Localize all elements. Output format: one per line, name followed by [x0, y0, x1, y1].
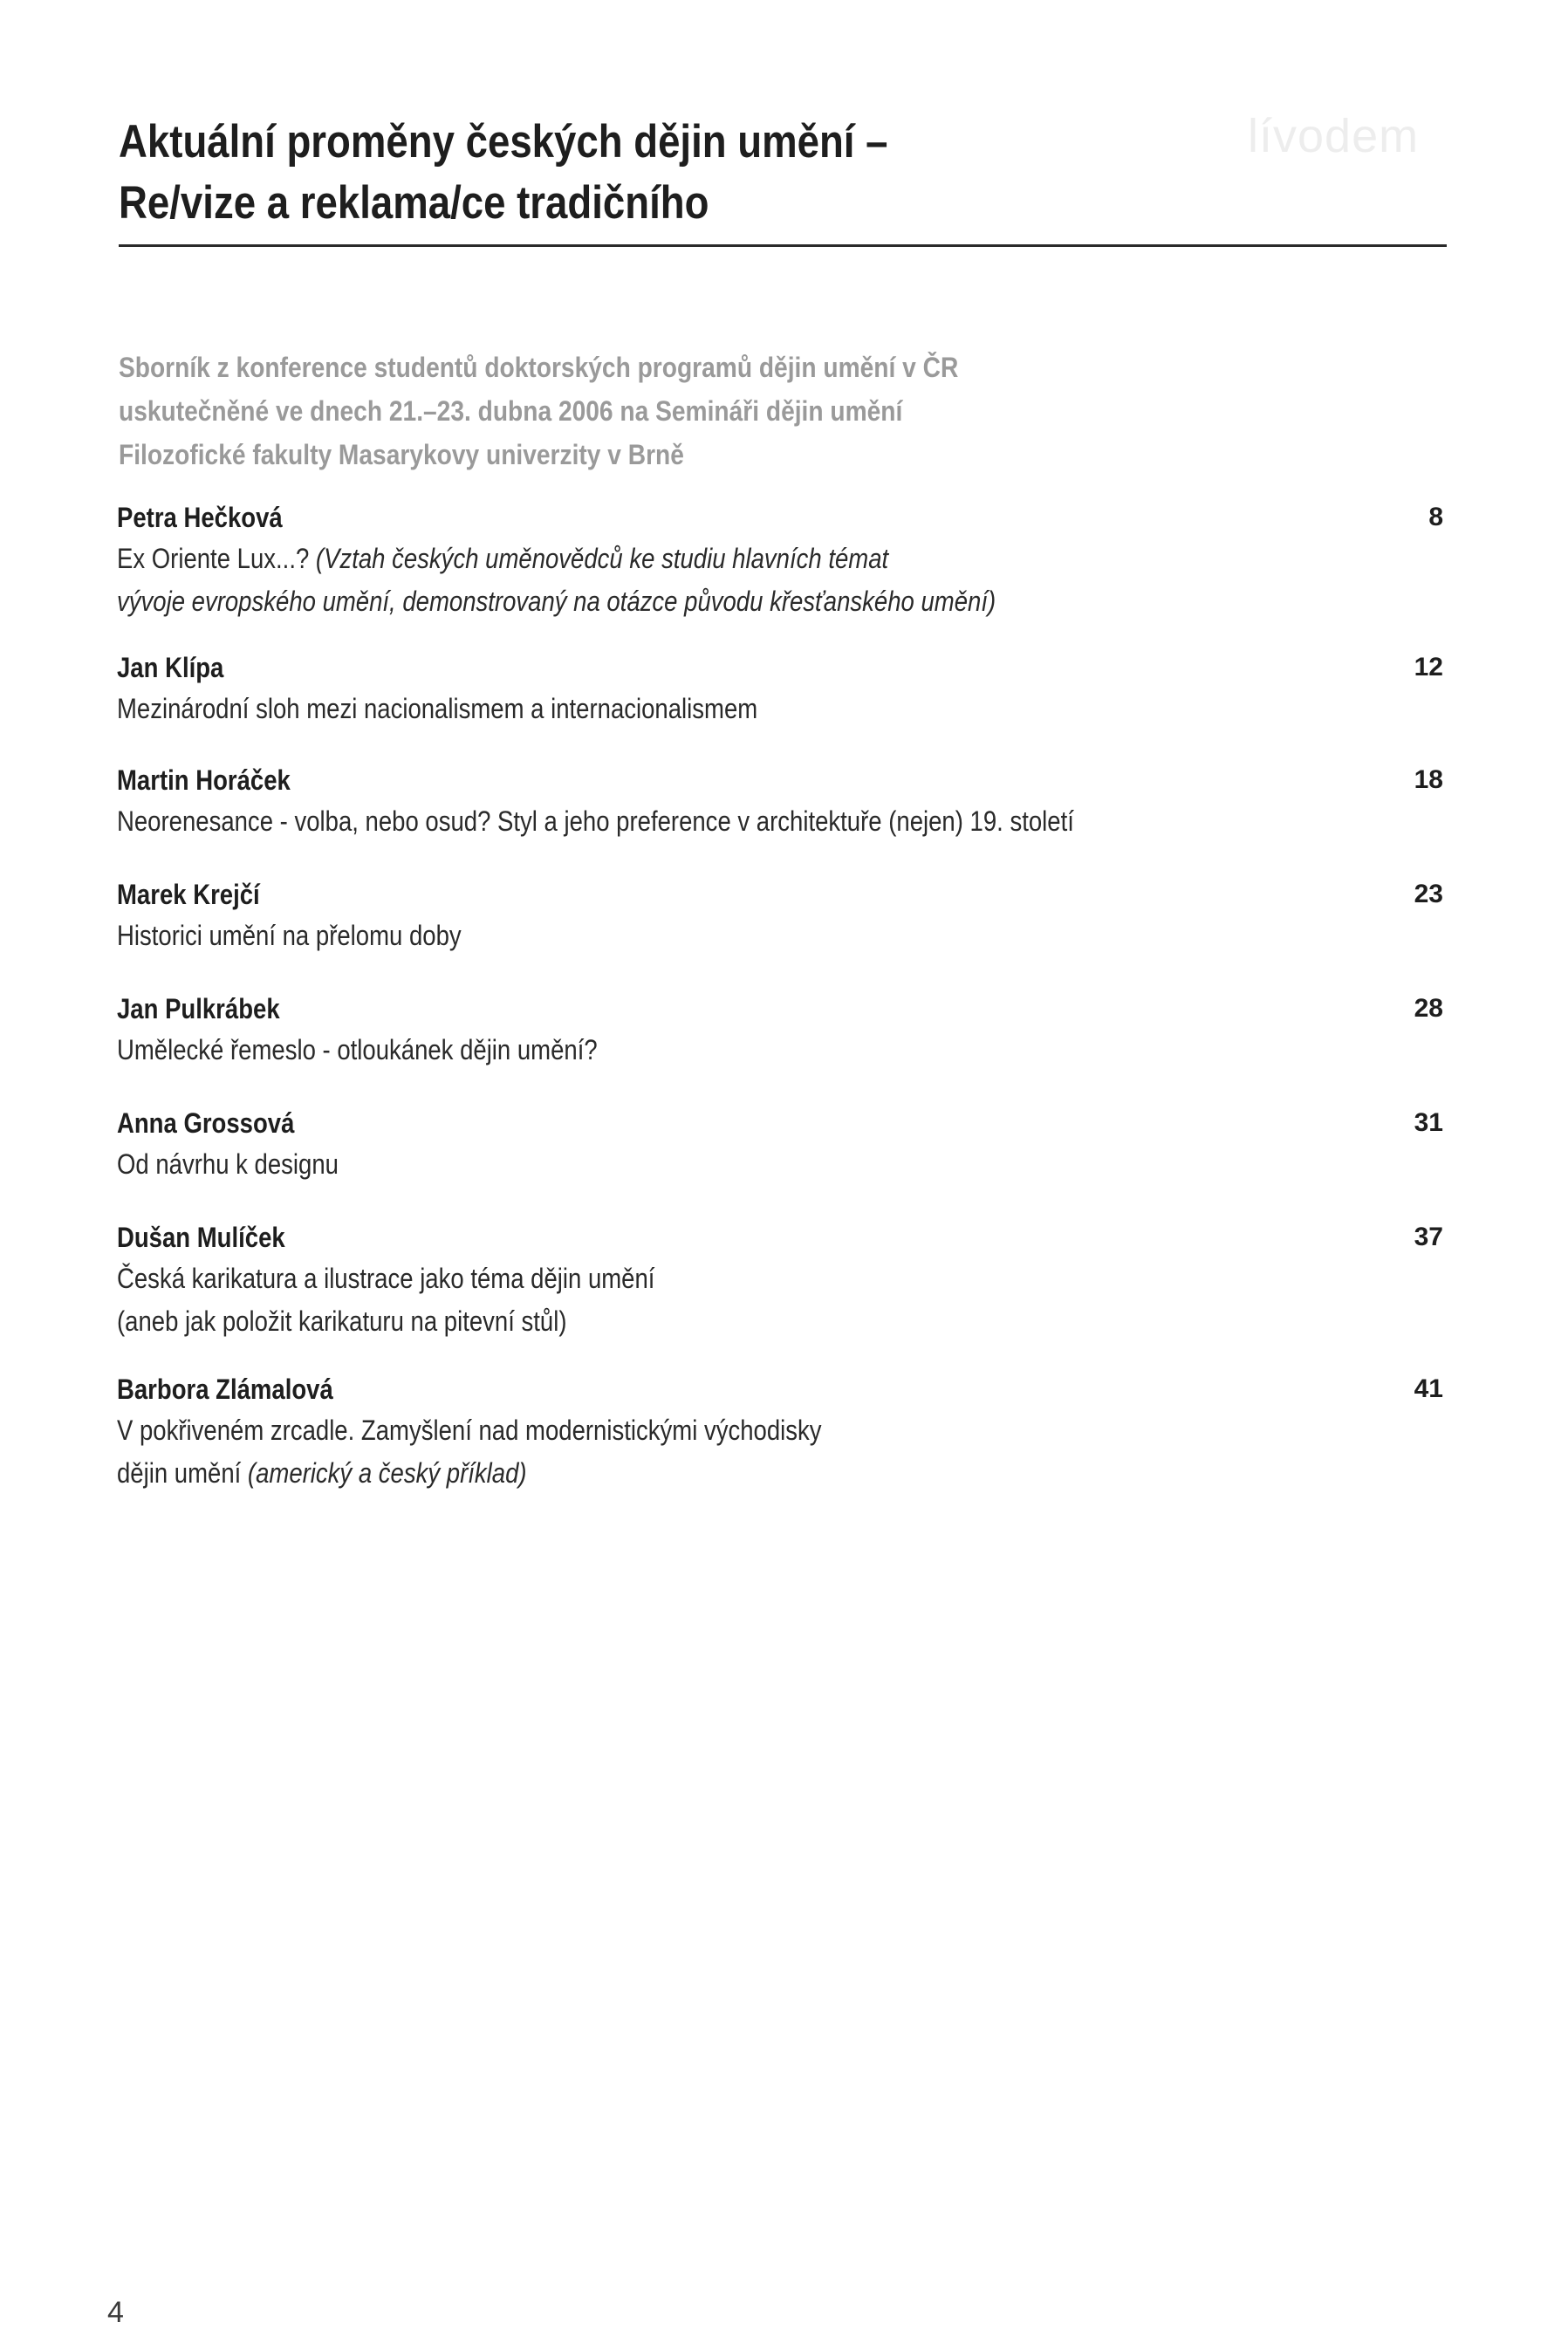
toc-entry[interactable] — [117, 1369, 1443, 1495]
toc-author: Jan Klípa — [117, 652, 224, 683]
toc-work-title: Od návrhu k designu — [117, 1148, 339, 1180]
toc-author: Marek Krejčí — [117, 879, 260, 910]
toc-author: Dušan Mulíček — [117, 1222, 285, 1253]
toc-page-number: 23 — [1414, 880, 1443, 908]
toc-author: Anna Grossová — [117, 1107, 295, 1139]
toc-entry[interactable] — [117, 647, 1443, 730]
toc-page-number: 12 — [1414, 653, 1443, 682]
toc-work-title: Historici umění na přelomu doby — [117, 920, 462, 951]
toc-author: Jan Pulkrábek — [117, 993, 280, 1024]
toc-page-number: 41 — [1414, 1374, 1443, 1403]
toc-author: Petra Hečková — [117, 502, 283, 533]
toc-work-title: Umělecké řemeslo - otloukánek dějin umění? — [117, 1034, 598, 1065]
toc-work-title-plain: dějin umění — [117, 1457, 248, 1489]
title-line-1: Aktuální proměny českých dějin umění – — [119, 116, 888, 168]
toc-author: Barbora Zlámalová — [117, 1374, 333, 1405]
toc-work-title-italic: (Vztah českých uměnovědců ke studiu hlavních témat — [315, 543, 889, 574]
subtitle-line-3: Filozofické fakulty Masarykovy univerzity v Brně — [119, 439, 684, 470]
toc-page-number: 37 — [1414, 1223, 1443, 1251]
subtitle-line-1: Sborník z konference studentů doktorských programů dějin umění v ČR — [119, 352, 959, 383]
toc-entry[interactable] — [117, 874, 1443, 957]
ghost-heading-text: lívodem — [1248, 110, 1420, 162]
page-number-folio: 4 — [107, 2296, 124, 2329]
toc-work-title — [117, 538, 1257, 580]
table-of-contents — [117, 497, 1443, 1495]
toc-work-title: Česká karikatura a ilustrace jako téma dějin umění — [117, 1263, 655, 1294]
subtitle-block — [119, 346, 1340, 476]
title-rule — [119, 244, 1447, 247]
toc-page-number: 8 — [1428, 503, 1443, 531]
toc-work-title: Mezinárodní sloh mezi nacionalismem a internacionalismem — [117, 693, 758, 724]
toc-page-number: 18 — [1414, 765, 1443, 794]
title-line-2: Re/vize a reklama/ce tradičního — [119, 177, 709, 229]
toc-author: Martin Horáček — [117, 764, 291, 796]
toc-page-number: 28 — [1414, 994, 1443, 1023]
toc-work-title-italic: (americký a český příklad) — [247, 1457, 527, 1489]
toc-work-title-cont — [117, 580, 1257, 623]
toc-entry[interactable] — [117, 760, 1443, 843]
toc-page-number: 31 — [1414, 1108, 1443, 1137]
toc-entry[interactable] — [117, 989, 1443, 1072]
toc-work-title: V pokřiveném zrcadle. Zamyšlení nad modernistickými východisky — [117, 1415, 822, 1446]
page-title — [119, 112, 1445, 234]
toc-work-title-cont: (aneb jak položit karikaturu na pitevní stůl) — [117, 1305, 567, 1337]
toc-work-title-italic: vývoje evropského umění, demonstrovaný na otázce původu křesťanského umění) — [117, 586, 996, 617]
toc-entry[interactable] — [117, 1103, 1443, 1186]
toc-work-title-cont — [117, 1452, 1257, 1495]
toc-entry[interactable] — [117, 497, 1443, 623]
toc-entry[interactable] — [117, 1217, 1443, 1343]
toc-work-title-plain: Ex Oriente Lux...? — [117, 543, 316, 574]
subtitle-line-2: uskutečněné ve dnech 21.–23. dubna 2006 na Semináři dějin umění — [119, 395, 903, 427]
toc-work-title: Neorenesance - volba, nebo osud? Styl a jeho preference v architektuře (nejen) 19. století — [117, 805, 1074, 837]
